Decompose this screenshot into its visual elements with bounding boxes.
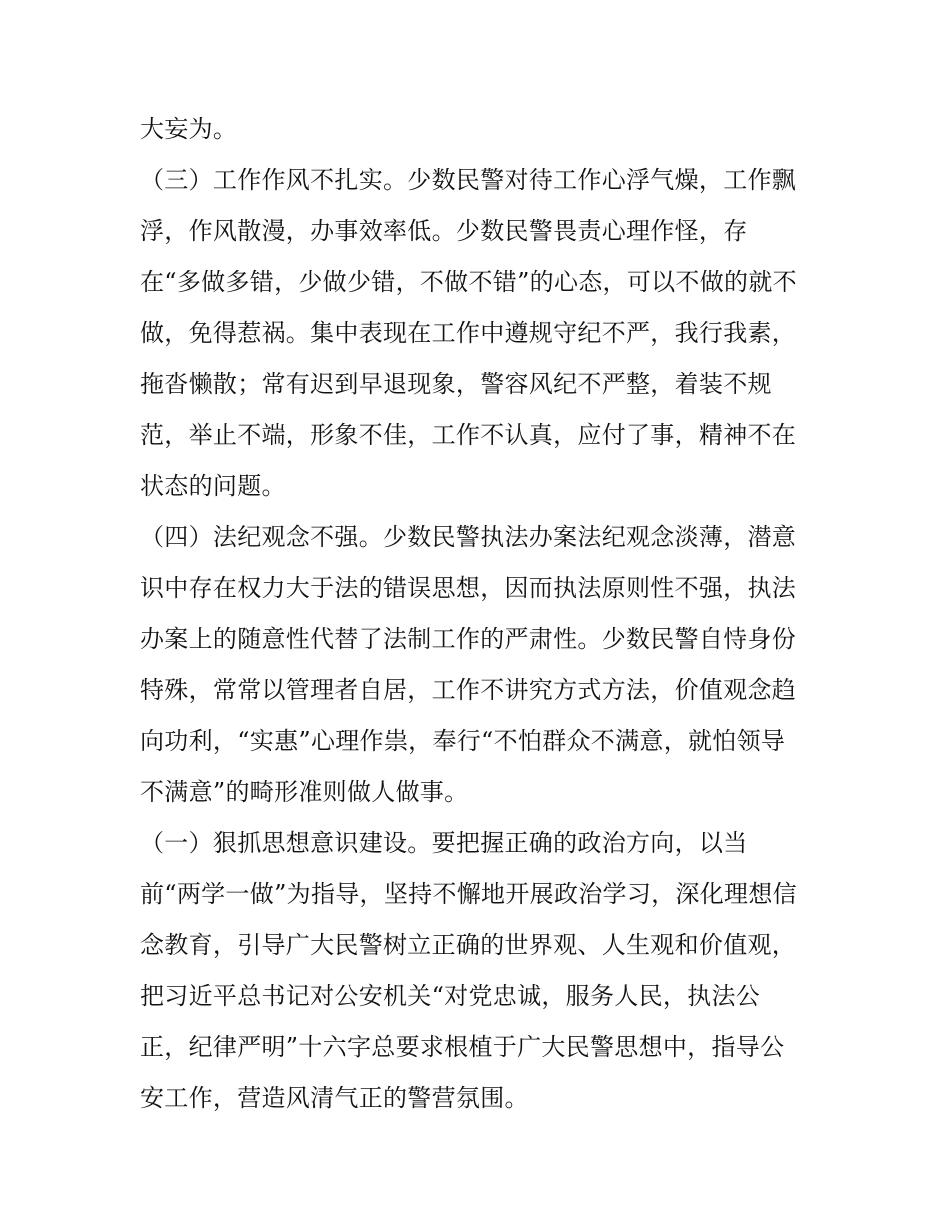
text-line: 把习近平总书记对公安机关“对党忠诚，服务人民，执法公 — [140, 982, 761, 1010]
text-line: 拖沓懒散；常有迟到早退现象，警容风纪不严整，着装不规 — [140, 370, 772, 398]
text-line: 范，举止不端，形象不佳，工作不认真，应付了事，精神不在 — [140, 421, 797, 449]
text-line: 浮，作风散漫，办事效率低。少数民警畏责心理作怪，存 — [140, 217, 748, 245]
text-line: 念教育，引导广大民警树立正确的世界观、人生观和价值观， — [140, 931, 797, 959]
text-line: 前“两学一做”为指导，坚持不懈地开展政治学习，深化理想信 — [140, 880, 797, 908]
text-line: （四）法纪观念不强。少数民警执法办案法纪观念淡薄，潜意 — [140, 523, 797, 551]
text-line: （一）狠抓思想意识建设。要把握正确的政治方向，以当 — [140, 829, 748, 857]
text-line: 在“多做多错，少做少错，不做不错”的心态，可以不做的就不 — [140, 268, 797, 296]
text-line: 安工作，营造风清气正的警营氛围。 — [140, 1084, 529, 1112]
text-line: 状态的问题。 — [140, 472, 286, 500]
text-line: 大妄为。 — [140, 115, 238, 143]
text-line: 正，纪律严明”十六字总要求根植于广大民警思想中，指导公 — [140, 1033, 785, 1061]
text-line: 办案上的随意性代替了法制工作的严肃性。少数民警自恃身份 — [140, 625, 797, 653]
text-line: 做，免得惹祸。集中表现在工作中遵规守纪不严，我行我素， — [140, 319, 797, 347]
text-line: 向功利，“实惠”心理作祟，奉行“不怕群众不满意，就怕领导 — [140, 727, 786, 755]
text-line: 特殊，常常以管理者自居，工作不讲究方式方法，价值观念趋 — [140, 676, 797, 704]
text-line: 不满意”的畸形准则做人做事。 — [140, 778, 469, 806]
text-line: （三）工作作风不扎实。少数民警对待工作心浮气燥，工作飘 — [140, 166, 797, 194]
text-line: 识中存在权力大于法的错误思想，因而执法原则性不强，执法 — [140, 574, 797, 602]
